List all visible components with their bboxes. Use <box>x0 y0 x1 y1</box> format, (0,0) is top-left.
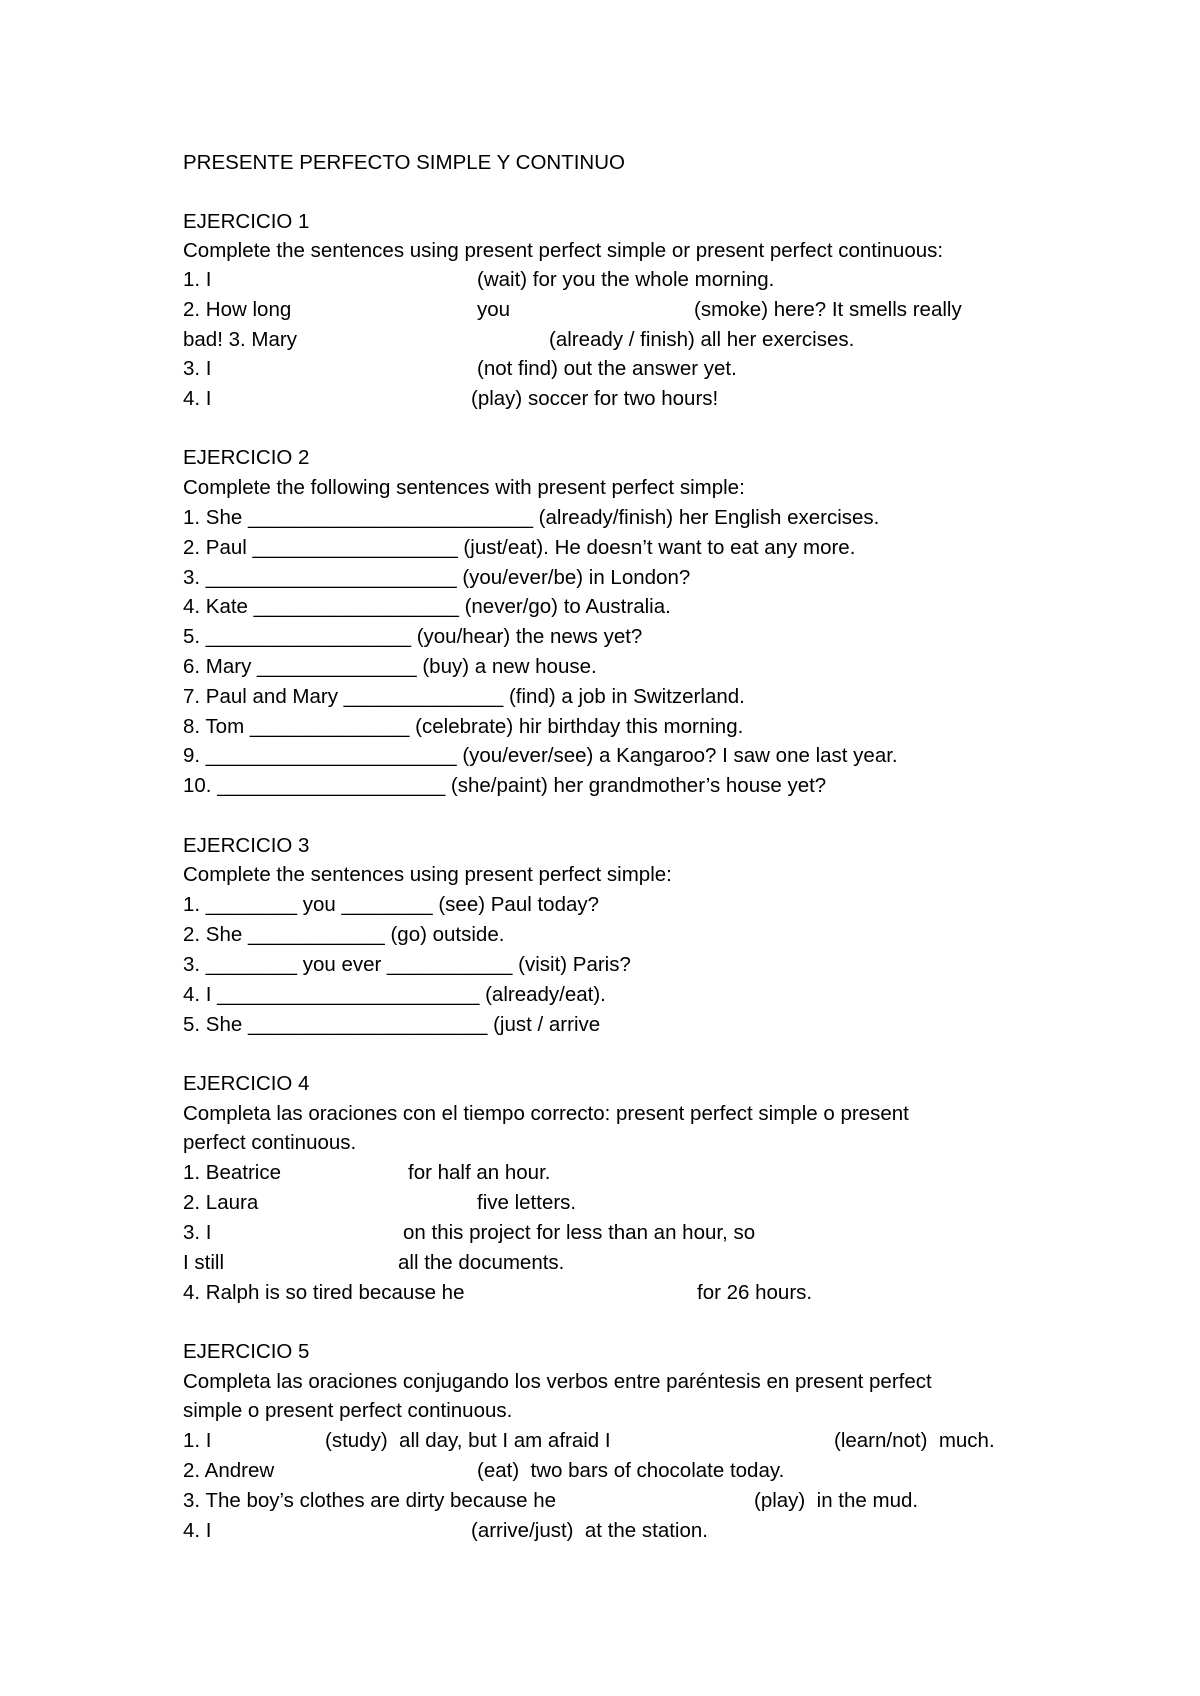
exercise-3-instruction: Complete the sentences using present perfect simple: <box>183 863 672 886</box>
exercise-2-heading: EJERCICIO 2 <box>183 446 310 469</box>
item-text: (play) in the mud. <box>754 1489 919 1512</box>
exercise-1-instruction: Complete the sentences using present perfect simple or present perfect continuous: <box>183 239 944 262</box>
exercise-3-item: 5. She _____________________ (just / arrive <box>183 1013 601 1036</box>
exercise-2-item: 10. ____________________ (she/paint) her grandmother’s house yet? <box>183 774 827 797</box>
item-text: 2. Andrew <box>183 1459 275 1482</box>
exercise-3-item: 4. I _______________________ (already/eat). <box>183 983 606 1006</box>
exercise-2-item: 5. __________________ (you/hear) the news yet? <box>183 625 643 648</box>
item-text: five letters. <box>477 1191 577 1214</box>
exercise-2-item: 6. Mary ______________ (buy) a new house. <box>183 655 597 678</box>
exercise-2-item: 2. Paul __________________ (just/eat). He doesn’t want to eat any more. <box>183 536 856 559</box>
exercise-5-instruction-cont: simple o present perfect continuous. <box>183 1399 513 1422</box>
exercise-3-item: 2. She ____________ (go) outside. <box>183 923 505 946</box>
item-text: 2. How long <box>183 298 292 321</box>
exercise-1-heading: EJERCICIO 1 <box>183 210 310 233</box>
item-text: for half an hour. <box>408 1161 551 1184</box>
exercise-2-instruction: Complete the following sentences with present perfect simple: <box>183 476 745 499</box>
exercise-4-instruction: Completa las oraciones con el tiempo correcto: present perfect simple o present <box>183 1102 909 1125</box>
item-text: for 26 hours. <box>697 1281 813 1304</box>
item-text: (smoke) here? It smells really <box>694 298 962 321</box>
item-text: 4. Ralph is so tired because he <box>183 1281 465 1304</box>
item-text: (wait) for you the whole morning. <box>477 268 775 291</box>
item-text: you <box>477 298 511 321</box>
item-text: all the documents. <box>398 1251 565 1274</box>
exercise-3-item: 1. ________ you ________ (see) Paul today? <box>183 893 600 916</box>
exercise-5-item-4 <box>183 1518 708 1596</box>
item-text: (not find) out the answer yet. <box>477 357 737 380</box>
item-text: 3. I <box>183 357 212 380</box>
exercise-2-item: 8. Tom ______________ (celebrate) hir birthday this morning. <box>183 715 744 738</box>
exercise-2-item: 3. ______________________ (you/ever/be) in London? <box>183 566 691 589</box>
item-text: bad! 3. Mary <box>183 328 297 351</box>
item-text: 1. I <box>183 268 212 291</box>
exercise-2-item: 7. Paul and Mary ______________ (find) a job in Switzerland. <box>183 685 745 708</box>
item-text: 4. I <box>183 1519 212 1542</box>
exercise-2-item: 1. She _________________________ (already/finish) her English exercises. <box>183 506 880 529</box>
exercise-3-item: 3. ________ you ever ___________ (visit) Paris? <box>183 953 631 976</box>
item-text: 3. The boy’s clothes are dirty because he <box>183 1489 557 1512</box>
item-text: I still <box>183 1251 224 1274</box>
item-text: (learn/not) much. <box>834 1429 995 1452</box>
item-text: 4. I <box>183 387 212 410</box>
item-text: (already / finish) all her exercises. <box>549 328 855 351</box>
exercise-5-instruction: Completa las oraciones conjugando los verbos entre paréntesis en present perfect <box>183 1370 932 1393</box>
item-text: on this project for less than an hour, so <box>403 1221 756 1244</box>
exercise-5-heading: EJERCICIO 5 <box>183 1340 310 1363</box>
item-text: 2. Laura <box>183 1191 259 1214</box>
exercise-2-item: 9. ______________________ (you/ever/see) a Kangaroo? I saw one last year. <box>183 744 898 767</box>
item-text: (study) all day, but I am afraid I <box>325 1429 611 1452</box>
exercise-4-heading: EJERCICIO 4 <box>183 1072 310 1095</box>
item-text: 3. I <box>183 1221 212 1244</box>
page-title: PRESENTE PERFECTO SIMPLE Y CONTINUO <box>183 151 625 174</box>
item-text: (eat) two bars of chocolate today. <box>477 1459 785 1482</box>
item-text: (arrive/just) at the station. <box>471 1519 708 1542</box>
exercise-3-heading: EJERCICIO 3 <box>183 834 310 857</box>
item-text: 1. Beatrice <box>183 1161 281 1184</box>
item-text: (play) soccer for two hours! <box>471 387 719 410</box>
exercise-2-item: 4. Kate __________________ (never/go) to Australia. <box>183 595 671 618</box>
item-text: 1. I <box>183 1429 212 1452</box>
exercise-4-instruction-cont: perfect continuous. <box>183 1131 357 1154</box>
